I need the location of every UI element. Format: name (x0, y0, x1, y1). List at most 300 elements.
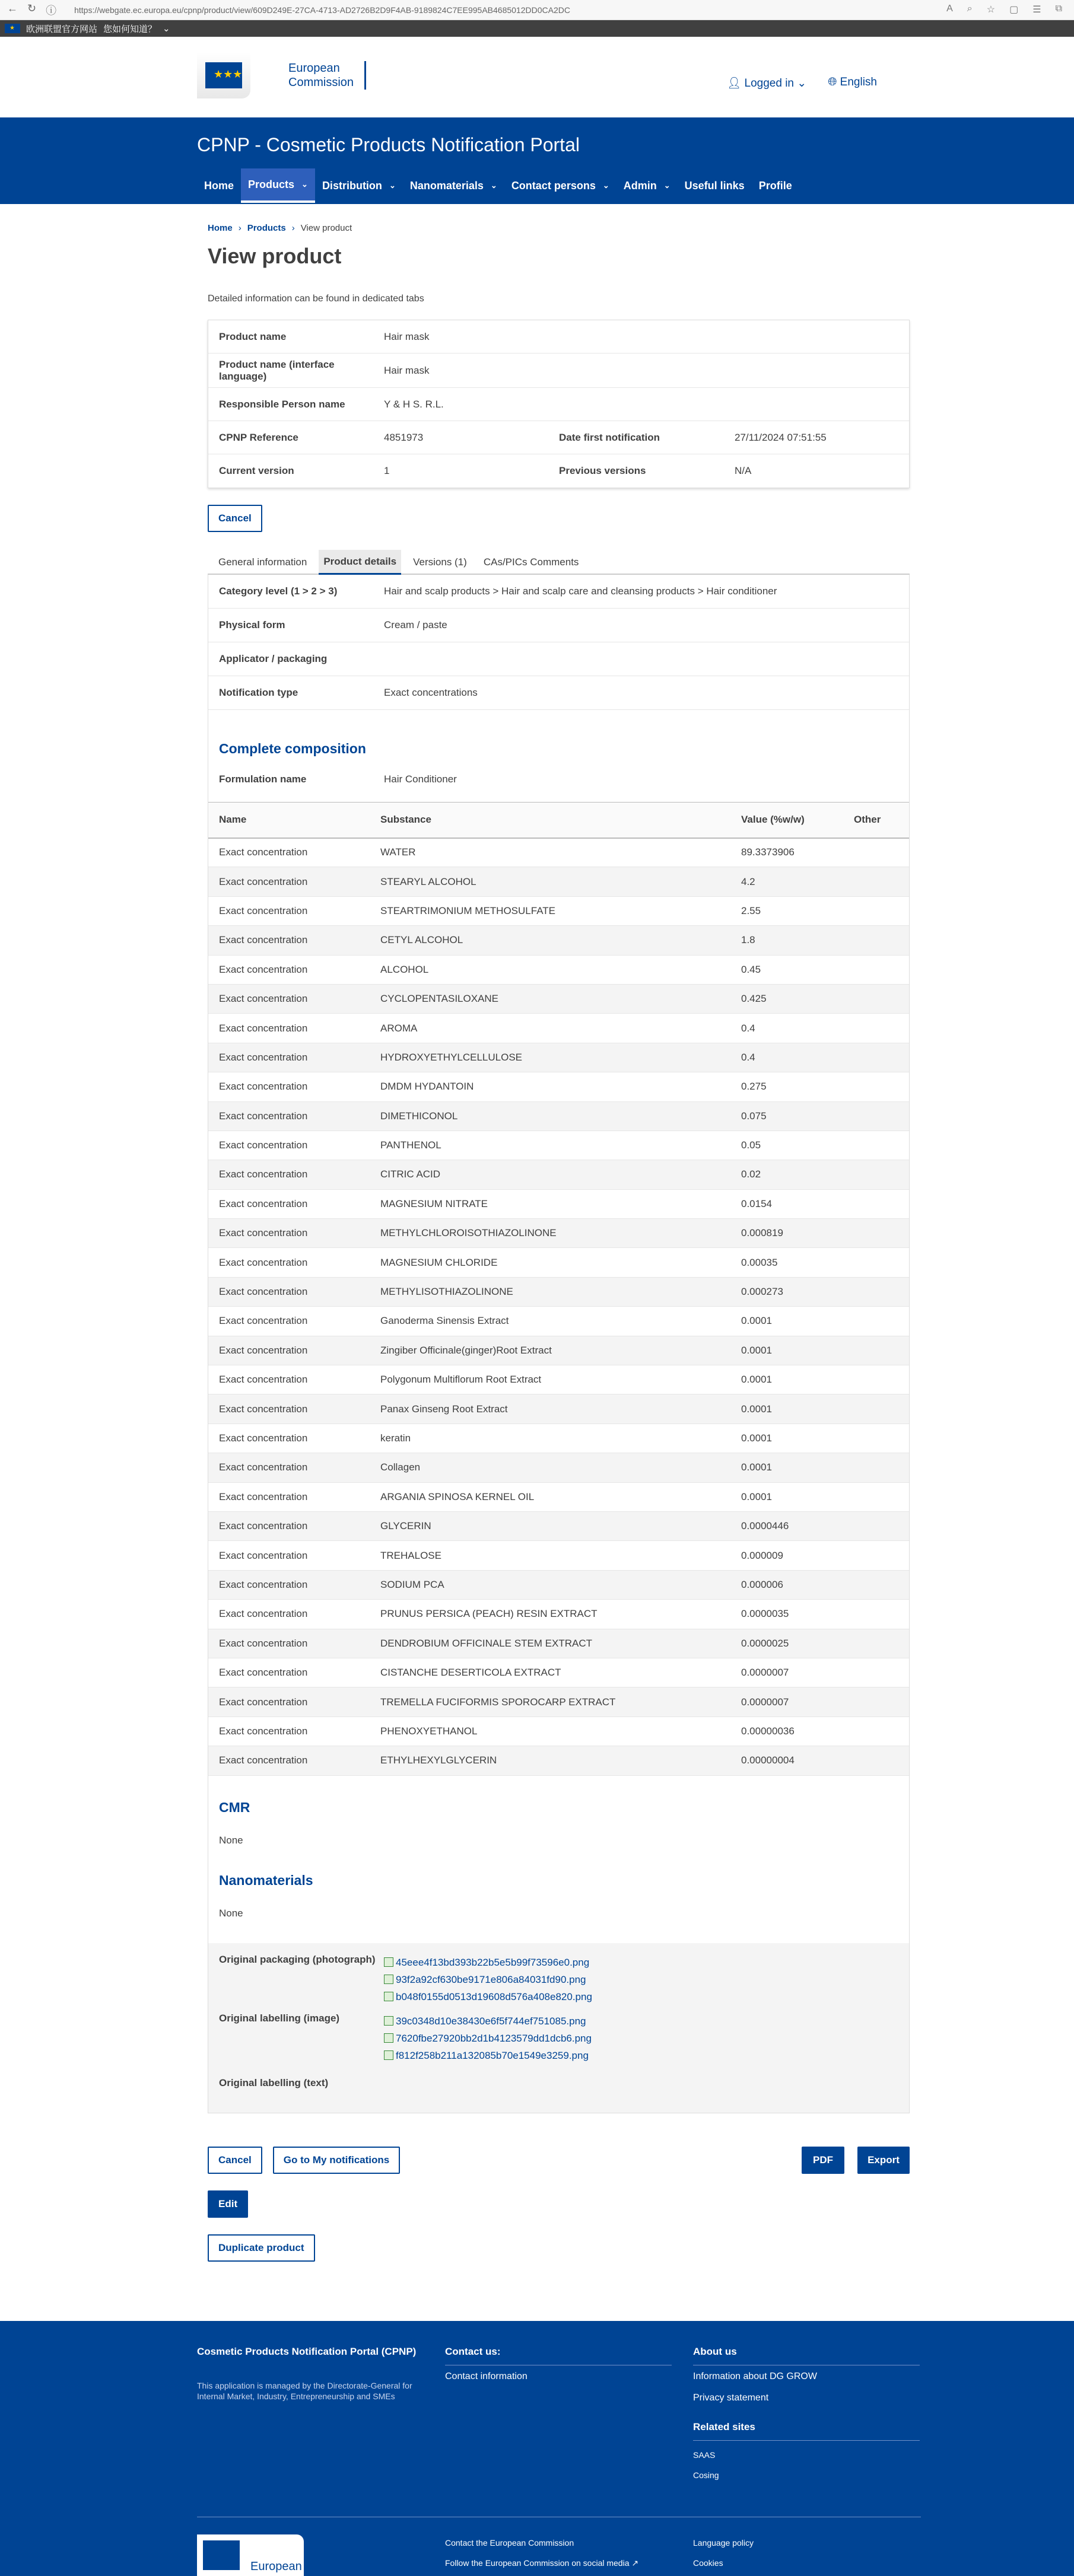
menu-distribution[interactable] (315, 168, 403, 203)
export-button[interactable]: Export (857, 2147, 910, 2174)
cell-other (843, 1131, 909, 1160)
cell-other (843, 1307, 909, 1336)
chevron-right-icon: › (291, 223, 295, 233)
chevron-down-icon: ⌄ (490, 181, 497, 190)
read-aloud-icon[interactable]: A (946, 4, 953, 14)
cell-substance: GLYCERIN (370, 1511, 730, 1540)
language-label: English (840, 76, 877, 88)
cell-other (843, 1424, 909, 1453)
breadcrumb-products[interactable]: Products (247, 223, 286, 233)
composition-row (208, 926, 909, 955)
cell-other (843, 1600, 909, 1629)
cell-name: Exact concentration (208, 1394, 370, 1424)
footer-ec-logo[interactable] (197, 2534, 304, 2576)
cell-name: Exact concentration (208, 1248, 370, 1277)
cell-substance: METHYLCHLOROISOTHIAZOLINONE (370, 1219, 730, 1248)
composition-row (208, 1072, 909, 1101)
cell-name: Exact concentration (208, 1541, 370, 1570)
composition-row (208, 838, 909, 867)
file-name: b048f0155d0513d19608d576a408e820.png (396, 1991, 592, 2002)
cell-substance: Ganoderma Sinensis Extract (370, 1307, 730, 1336)
labelling-image-label: Original labelling (image) (219, 2012, 340, 2024)
menu-label: Distribution (322, 179, 382, 192)
file-name: 45eee4f13bd393b22b5e5b99f73596e0.png (396, 1956, 590, 1968)
cell-name: Exact concentration (208, 1101, 370, 1131)
menu-profile[interactable] (752, 168, 799, 203)
composition-row (208, 1189, 909, 1218)
footer-logo-text: European (250, 2560, 302, 2573)
site-footer (0, 2321, 1074, 2576)
first-notification-label: Date first notification (559, 431, 660, 443)
eu-official-bar (0, 20, 1074, 37)
menu-label: Products (248, 178, 295, 190)
complete-composition-heading: Complete composition (219, 741, 366, 756)
cell-substance: CISTANCHE DESERTICOLA EXTRACT (370, 1658, 730, 1687)
footer-portal-title: Cosmetic Products Notification Portal (CPNP) (197, 2346, 417, 2357)
composition-row (208, 1336, 909, 1365)
cell-name: Exact concentration (208, 1219, 370, 1248)
cosing-link[interactable]: Cosing (693, 2470, 719, 2480)
cell-value: 0.275 (730, 1072, 843, 1101)
cell-substance: SODIUM PCA (370, 1570, 730, 1599)
cell-value: 0.0001 (730, 1307, 843, 1336)
cell-substance: PHENOXYETHANOL (370, 1717, 730, 1746)
cell-substance: PANTHENOL (370, 1131, 730, 1160)
notification-type-label: Notification type (219, 687, 298, 698)
formulation-name-label: Formulation name (219, 773, 307, 785)
cell-substance: STEARYL ALCOHOL (370, 867, 730, 896)
menu-nanomaterials[interactable] (403, 168, 504, 203)
cell-substance: DIMETHICONOL (370, 1101, 730, 1131)
file-name: f812f258b211a132085b70e1549e3259.png (396, 2049, 589, 2061)
composition-row (208, 1482, 909, 1511)
packaging-files (384, 1954, 592, 2005)
contact-information-link[interactable]: Contact information (445, 2371, 528, 2381)
language-selector[interactable] (828, 76, 877, 90)
cell-other (843, 1072, 909, 1101)
cell-name: Exact concentration (208, 1131, 370, 1160)
logged-in-menu[interactable]: 👤︎ Logged in ⌄ (727, 77, 807, 90)
cell-value: 0.45 (730, 955, 843, 984)
cell-other (843, 955, 909, 984)
tab-versions[interactable]: Versions (1) (413, 556, 467, 568)
cell-other (843, 867, 909, 896)
favorites-bar-icon[interactable]: ☰ (1032, 5, 1041, 15)
tab-cas-pics-comments[interactable]: CAs/PICs Comments (483, 556, 579, 568)
menu-label: Home (204, 179, 234, 192)
composition-row (208, 1131, 909, 1160)
composition-row (208, 867, 909, 896)
back-icon[interactable]: ← (7, 2, 18, 14)
eu-flag-icon (203, 2540, 240, 2570)
saas-link[interactable]: SAAS (693, 2450, 716, 2460)
composition-row (208, 1570, 909, 1599)
cell-value: 0.0154 (730, 1189, 843, 1218)
composition-row (208, 896, 909, 925)
duplicate-product-button[interactable]: Duplicate product (208, 2234, 315, 2262)
chevron-down-icon[interactable]: ⌄ (163, 24, 170, 34)
cell-value: 0.0000025 (730, 1629, 843, 1658)
composition-row (208, 1658, 909, 1687)
cell-substance: Zingiber Officinale(ginger)Root Extract (370, 1336, 730, 1365)
menu-home[interactable] (197, 168, 241, 203)
cell-value: 0.00000004 (730, 1746, 843, 1775)
cell-value: 4.2 (730, 867, 843, 896)
cell-value: 0.0001 (730, 1365, 843, 1394)
cell-substance: TREHALOSE (370, 1541, 730, 1570)
follow-ec-link[interactable] (445, 2558, 638, 2568)
cell-name: Exact concentration (208, 926, 370, 955)
breadcrumb-current: View product (300, 223, 352, 233)
composition-row (208, 1541, 909, 1570)
cell-value: 0.000006 (730, 1570, 843, 1599)
composition-row (208, 1424, 909, 1453)
image-file-icon (384, 1992, 393, 2001)
menu-label: Contact persons (511, 179, 596, 192)
composition-row (208, 1687, 909, 1717)
cell-value: 0.02 (730, 1160, 843, 1189)
image-file-icon (384, 1957, 393, 1967)
eu-flag-icon: ★ (5, 24, 20, 33)
cpnp-ref-value: 4851973 (384, 431, 424, 443)
cell-value: 0.0001 (730, 1482, 843, 1511)
chevron-down-icon: ⌄ (663, 181, 671, 190)
cell-substance: WATER (370, 838, 730, 867)
go-to-notifications-button[interactable]: Go to My notifications (273, 2147, 401, 2174)
footer-about-title: About us (693, 2346, 737, 2357)
file-name: 93f2a92cf630be9171e806a84031fd90.png (396, 1973, 586, 1985)
product-name-if-value: Hair mask (384, 364, 430, 376)
cmr-heading: CMR (219, 1799, 250, 1815)
breadcrumb-home[interactable]: Home (208, 223, 233, 233)
cell-value: 2.55 (730, 896, 843, 925)
cell-other (843, 1394, 909, 1424)
menu-contact-persons[interactable] (504, 168, 617, 203)
labelling-file-link[interactable] (384, 2013, 592, 2030)
cell-substance: STEARTRIMONIUM METHOSULFATE (370, 896, 730, 925)
how-do-you-know-link[interactable]: 您如何知道？ (103, 24, 157, 34)
image-file-icon (384, 2033, 393, 2043)
composition-row (208, 1453, 909, 1482)
cell-name: Exact concentration (208, 896, 370, 925)
composition-row (208, 984, 909, 1013)
cell-value: 0.000273 (730, 1277, 843, 1306)
site-info-icon[interactable]: ⓘ (46, 4, 57, 17)
cell-value: 0.0001 (730, 1336, 843, 1365)
previous-versions-label: Previous versions (559, 465, 646, 476)
contact-ec-link[interactable]: Contact the European Commission (445, 2538, 574, 2548)
browser-bar (0, 0, 1074, 20)
chevron-down-icon: ⌄ (301, 180, 308, 189)
composition-row (208, 1160, 909, 1189)
main-menu (197, 168, 799, 203)
follow-ec-label: Follow the European Commission on social media (445, 2558, 630, 2568)
cell-value: 0.0000007 (730, 1658, 843, 1687)
page-title: View product (208, 244, 342, 268)
labelling-files (384, 2013, 592, 2064)
split-screen-icon[interactable]: ▢ (1009, 5, 1019, 15)
cell-value: 0.4 (730, 1043, 843, 1072)
composition-row (208, 1717, 909, 1746)
cell-other (843, 1541, 909, 1570)
product-details-panel (208, 575, 910, 2113)
packaging-file-link[interactable] (384, 1971, 592, 1988)
eu-flag-icon: ★★★ (205, 62, 242, 88)
cancel-button[interactable]: Cancel (208, 2147, 262, 2174)
col-value: Value (%w/w) (730, 803, 843, 838)
cell-name: Exact concentration (208, 1424, 370, 1453)
cell-substance: Collagen (370, 1453, 730, 1482)
product-name-value: Hair mask (384, 330, 430, 342)
cell-other (843, 1453, 909, 1482)
cell-name: Exact concentration (208, 1658, 370, 1687)
cell-name: Exact concentration (208, 1365, 370, 1394)
cell-substance: ALCOHOL (370, 955, 730, 984)
cell-name: Exact concentration (208, 1746, 370, 1775)
cell-substance: METHYLISOTHIAZOLINONE (370, 1277, 730, 1306)
cell-other (843, 926, 909, 955)
portal-banner (0, 117, 1074, 204)
user-icon: 👤︎ (727, 77, 745, 90)
cell-substance: ETHYLHEXYLGLYCERIN (370, 1746, 730, 1775)
labelling-file-link[interactable] (384, 2030, 592, 2047)
pdf-button[interactable]: PDF (802, 2147, 844, 2174)
attachments-section (208, 1943, 909, 2113)
chevron-down-icon: ⌄ (602, 181, 609, 190)
tab-product-details[interactable]: Product details (319, 550, 401, 575)
notification-type-value: Exact concentrations (384, 687, 478, 698)
collections-icon[interactable]: ⧉ (1055, 4, 1062, 14)
cell-other (843, 1219, 909, 1248)
cell-value: 0.425 (730, 984, 843, 1013)
cell-other (843, 1160, 909, 1189)
cell-value: 0.0001 (730, 1453, 843, 1482)
cell-other (843, 1746, 909, 1775)
cell-other (843, 1658, 909, 1687)
cell-value: 0.00035 (730, 1248, 843, 1277)
cell-substance: ARGANIA SPINOSA KERNEL OIL (370, 1482, 730, 1511)
composition-row (208, 1307, 909, 1336)
footer-related-title: Related sites (693, 2421, 755, 2432)
cell-substance: DMDM HYDANTOIN (370, 1072, 730, 1101)
image-file-icon (384, 1975, 393, 1984)
about-dg-grow-link[interactable]: Information about DG GROW (693, 2371, 817, 2381)
previous-versions-value: N/A (735, 465, 752, 476)
chevron-down-icon: ⌄ (389, 181, 396, 190)
current-version-value: 1 (384, 465, 390, 476)
cell-value: 0.0001 (730, 1424, 843, 1453)
cell-name: Exact concentration (208, 1189, 370, 1218)
address-bar[interactable]: https://webgate.ec.europa.eu/cpnp/product/view/609D249E-27CA-4713-AD2726B2D9F4AB-9189824C7EE995AB4685012DD0CA2DC (74, 5, 570, 15)
file-name: 7620fbe27920bb2d1b4123579dd1dcb6.png (396, 2032, 592, 2044)
composition-row (208, 955, 909, 984)
cell-other (843, 1014, 909, 1043)
col-name: Name (208, 803, 370, 838)
cell-substance: CYCLOPENTASILOXANE (370, 984, 730, 1013)
nanomaterials-heading: Nanomaterials (219, 1872, 313, 1888)
menu-label: Profile (758, 179, 792, 192)
cell-name: Exact concentration (208, 1072, 370, 1101)
cell-name: Exact concentration (208, 1307, 370, 1336)
cell-other (843, 1717, 909, 1746)
cell-value: 0.0001 (730, 1394, 843, 1424)
zoom-icon[interactable]: ⌕ (967, 4, 973, 14)
cell-substance: MAGNESIUM NITRATE (370, 1189, 730, 1218)
physical-form-label: Physical form (219, 619, 285, 631)
image-file-icon (384, 2050, 393, 2060)
privacy-statement-link[interactable]: Privacy statement (693, 2393, 769, 2403)
cell-other (843, 896, 909, 925)
cell-substance: TREMELLA FUCIFORMIS SPOROCARP EXTRACT (370, 1687, 730, 1717)
cell-other (843, 1189, 909, 1218)
cell-substance: DENDROBIUM OFFICINALE STEM EXTRACT (370, 1629, 730, 1658)
cell-name: Exact concentration (208, 1629, 370, 1658)
composition-row (208, 1043, 909, 1072)
cell-name: Exact concentration (208, 1043, 370, 1072)
cell-name: Exact concentration (208, 1511, 370, 1540)
category-label: Category level (1 > 2 > 3) (219, 585, 338, 597)
cell-substance: PRUNUS PERSICA (PEACH) RESIN EXTRACT (370, 1600, 730, 1629)
cell-value: 0.0000007 (730, 1687, 843, 1717)
tab-general-information[interactable]: General information (218, 556, 307, 568)
cell-name: Exact concentration (208, 1160, 370, 1189)
cell-name: Exact concentration (208, 1014, 370, 1043)
reload-icon[interactable]: ↻ (27, 2, 37, 14)
menu-useful-links[interactable] (678, 168, 752, 203)
menu-products[interactable] (241, 168, 315, 203)
packaging-file-link[interactable] (384, 1988, 592, 2005)
nanomaterials-value: None (219, 1907, 243, 1919)
composition-row (208, 1394, 909, 1424)
packaging-file-link[interactable] (384, 1954, 592, 1971)
globe-icon: 🌐︎ (828, 76, 840, 88)
edit-button[interactable]: Edit (208, 2190, 248, 2218)
cancel-button[interactable]: Cancel (208, 505, 262, 532)
formulation-name-value: Hair Conditioner (384, 773, 457, 785)
ec-logo[interactable] (197, 52, 366, 98)
cell-value: 0.000819 (730, 1219, 843, 1248)
cell-value: 0.000009 (730, 1541, 843, 1570)
physical-form-value: Cream / paste (384, 619, 447, 631)
favorite-icon[interactable]: ☆ (986, 5, 996, 15)
menu-label: Useful links (684, 179, 745, 192)
cell-name: Exact concentration (208, 955, 370, 984)
menu-admin[interactable] (617, 168, 678, 203)
category-value: Hair and scalp products > Hair and scalp care and cleansing products > Hair conditioner (384, 585, 777, 597)
cell-other (843, 1248, 909, 1277)
composition-row (208, 1746, 909, 1775)
composition-table (208, 802, 909, 1776)
cell-value: 89.3373906 (730, 838, 843, 867)
cell-other (843, 1277, 909, 1306)
portal-title: CPNP - Cosmetic Products Notification Portal (197, 134, 580, 155)
cpnp-ref-label: CPNP Reference (219, 431, 298, 443)
cell-substance: keratin (370, 1424, 730, 1453)
cell-name: Exact concentration (208, 867, 370, 896)
cell-name: Exact concentration (208, 1717, 370, 1746)
cell-name: Exact concentration (208, 1570, 370, 1599)
chevron-right-icon: › (238, 223, 242, 233)
cell-name: Exact concentration (208, 984, 370, 1013)
cell-other (843, 1482, 909, 1511)
cell-name: Exact concentration (208, 1482, 370, 1511)
cell-substance: CETYL ALCOHOL (370, 926, 730, 955)
cmr-value: None (219, 1834, 243, 1846)
cell-value: 0.075 (730, 1101, 843, 1131)
composition-row (208, 1101, 909, 1131)
cell-substance: Polygonum Multiflorum Root Extract (370, 1365, 730, 1394)
cell-name: Exact concentration (208, 1600, 370, 1629)
site-header (0, 37, 1074, 117)
product-name-if-label: Product name (interface language) (219, 358, 335, 382)
external-link-icon: ↗ (631, 2558, 639, 2568)
cell-name: Exact concentration (208, 1453, 370, 1482)
cell-substance: Panax Ginseng Root Extract (370, 1394, 730, 1424)
image-file-icon (384, 2016, 393, 2026)
logged-in-label: Logged in (744, 77, 794, 90)
composition-row (208, 1248, 909, 1277)
composition-row (208, 1511, 909, 1540)
file-name: 39c0348d10e38430e6f5f744ef751085.png (396, 2015, 586, 2027)
labelling-file-link[interactable] (384, 2047, 592, 2064)
eu-official-text: 欧洲联盟官方网站 (26, 24, 98, 34)
cell-value: 0.0000446 (730, 1511, 843, 1540)
logo-text-line1: European (288, 62, 340, 75)
labelling-text-label: Original labelling (text) (219, 2077, 329, 2088)
cell-other (843, 1336, 909, 1365)
cell-other (843, 1511, 909, 1540)
cell-substance: CITRIC ACID (370, 1160, 730, 1189)
first-notification-value: 27/11/2024 07:51:55 (735, 431, 827, 443)
menu-label: Admin (623, 179, 657, 192)
composition-row (208, 1014, 909, 1043)
cell-substance: HYDROXYETHYLCELLULOSE (370, 1043, 730, 1072)
cell-value: 0.0000035 (730, 1600, 843, 1629)
breadcrumb (208, 223, 910, 233)
cell-substance: MAGNESIUM CHLORIDE (370, 1248, 730, 1277)
composition-row (208, 1277, 909, 1306)
current-version-label: Current version (219, 465, 294, 476)
cell-substance: AROMA (370, 1014, 730, 1043)
cell-name: Exact concentration (208, 1687, 370, 1717)
composition-row (208, 1629, 909, 1658)
cell-other (843, 838, 909, 867)
product-name-label: Product name (219, 330, 287, 342)
composition-row (208, 1365, 909, 1394)
menu-label: Nanomaterials (409, 179, 484, 192)
cell-other (843, 1101, 909, 1131)
cell-other (843, 1629, 909, 1658)
language-policy-link[interactable]: Language policy (693, 2538, 754, 2548)
cell-value: 0.4 (730, 1014, 843, 1043)
col-substance: Substance (370, 803, 730, 838)
cell-name: Exact concentration (208, 838, 370, 867)
cell-other (843, 1687, 909, 1717)
rp-value: Y & H S. R.L. (384, 398, 444, 410)
cell-value: 1.8 (730, 926, 843, 955)
cell-other (843, 1365, 909, 1394)
rp-label: Responsible Person name (219, 398, 345, 410)
applicator-label: Applicator / packaging (219, 653, 328, 664)
cell-value: 0.00000036 (730, 1717, 843, 1746)
main-content (208, 204, 910, 2262)
cell-other (843, 984, 909, 1013)
composition-row (208, 1219, 909, 1248)
packaging-label: Original packaging (photograph) (219, 1953, 376, 1965)
cookies-link[interactable]: Cookies (693, 2558, 723, 2568)
col-other: Other (843, 803, 909, 838)
page-description: Detailed information can be found in dedicated tabs (208, 294, 424, 304)
